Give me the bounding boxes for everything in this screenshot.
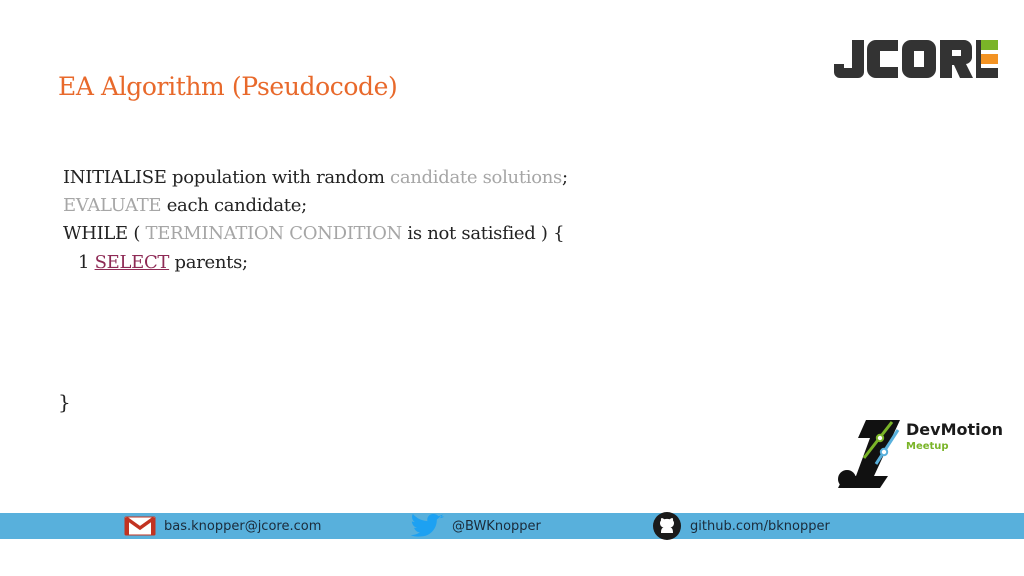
code-text: each candidate; xyxy=(166,195,307,216)
footer-github[interactable] xyxy=(652,513,830,539)
github-octocat-icon xyxy=(652,511,682,541)
keyword-initialise: INITIALISE xyxy=(63,167,167,188)
gmail-icon xyxy=(124,516,156,536)
code-line-initialise xyxy=(63,165,568,191)
step-number: 1 xyxy=(78,252,90,273)
twitter-handle: @BWKnopper xyxy=(452,518,541,534)
devmotion-name: DevMotion xyxy=(906,420,1003,439)
footer-twitter[interactable] xyxy=(408,513,541,539)
email-address: bas.knopper@jcore.com xyxy=(164,518,322,534)
code-line-while xyxy=(63,221,564,247)
muted-text: candidate solutions xyxy=(390,167,562,188)
twitter-bird-icon xyxy=(408,514,446,538)
github-url: github.com/bknopper xyxy=(690,518,830,534)
devmotion-logo xyxy=(836,416,1010,490)
keyword-while: WHILE xyxy=(63,223,128,244)
devmotion-sub: Meetup xyxy=(906,441,949,452)
slide-title: EA Algorithm (Pseudocode) xyxy=(58,72,398,101)
code-text: ; xyxy=(561,167,568,188)
code-text: parents; xyxy=(174,252,248,273)
footer-email[interactable] xyxy=(124,513,321,539)
keyword-evaluate: EVALUATE xyxy=(63,195,162,216)
closing-brace: } xyxy=(58,390,71,414)
code-line-select xyxy=(78,250,248,276)
code-text: is not satisfied ) { xyxy=(407,223,565,244)
footer-bar xyxy=(0,513,1024,539)
select-link[interactable]: SELECT xyxy=(94,252,170,273)
code-text: ( xyxy=(133,223,141,244)
code-text: population with random xyxy=(172,167,385,188)
muted-text: TERMINATION CONDITION xyxy=(145,223,402,244)
jcore-logo xyxy=(832,36,998,80)
code-line-evaluate xyxy=(63,193,307,219)
